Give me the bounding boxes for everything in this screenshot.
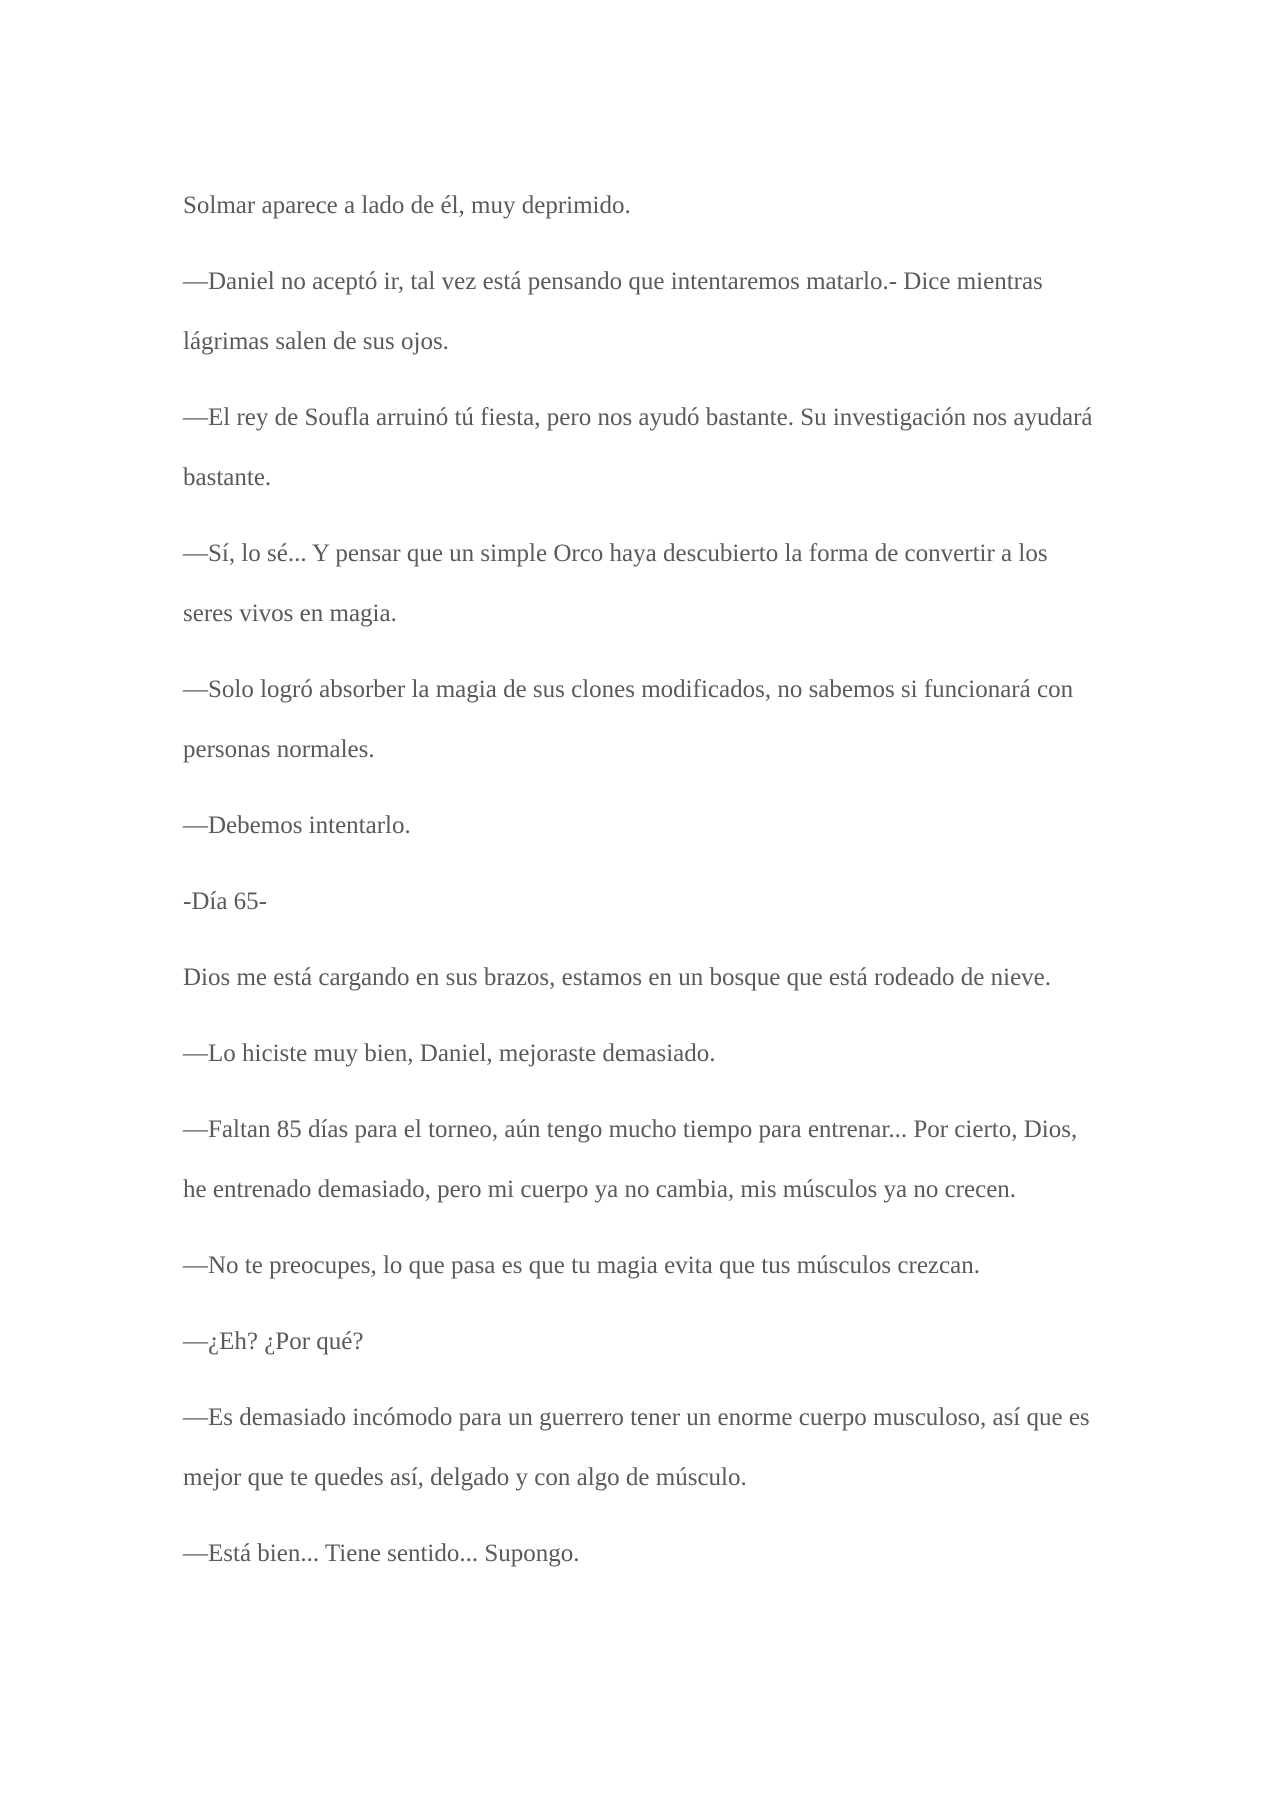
- paragraph: —Está bien... Tiene sentido... Supongo.: [183, 1540, 580, 1567]
- paragraph: —Faltan 85 días para el torneo, aún tengo mucho tiempo para entrenar... Por cierto, Dios, he entrenado demasiado, pero mi cuerpo ya no cambia, mis músculos ya no crecen.: [183, 1116, 1078, 1203]
- paragraph: —Lo hiciste muy bien, Daniel, mejoraste demasiado.: [183, 1040, 716, 1067]
- paragraph: —Debemos intentarlo.: [183, 812, 411, 839]
- document-body: [183, 176, 1103, 1600]
- paragraph: —¿Eh? ¿Por qué?: [183, 1328, 364, 1355]
- paragraph: Solmar aparece a lado de él, muy deprimido.: [183, 192, 631, 219]
- paragraph: —Daniel no aceptó ir, tal vez está pensando que intentaremos matarlo.- Dice mientras lágrimas salen de sus ojos.: [183, 268, 1043, 355]
- paragraph: —Solo logró absorber la magia de sus clones modificados, no sabemos si funcionará con personas normales.: [183, 676, 1074, 763]
- day-heading: -Día 65-: [183, 888, 267, 915]
- paragraph: —No te preocupes, lo que pasa es que tu magia evita que tus músculos crezcan.: [183, 1252, 980, 1279]
- paragraph: —El rey de Soufla arruinó tú fiesta, pero nos ayudó bastante. Su investigación nos ayudará bastante.: [183, 404, 1093, 491]
- paragraph: —Sí, lo sé... Y pensar que un simple Orco haya descubierto la forma de convertir a los seres vivos en magia.: [183, 540, 1048, 627]
- paragraph: Dios me está cargando en sus brazos, estamos en un bosque que está rodeado de nieve.: [183, 964, 1052, 991]
- paragraph: —Es demasiado incómodo para un guerrero tener un enorme cuerpo musculoso, así que es mejor que te quedes así, delgado y con algo de músculo.: [183, 1404, 1090, 1491]
